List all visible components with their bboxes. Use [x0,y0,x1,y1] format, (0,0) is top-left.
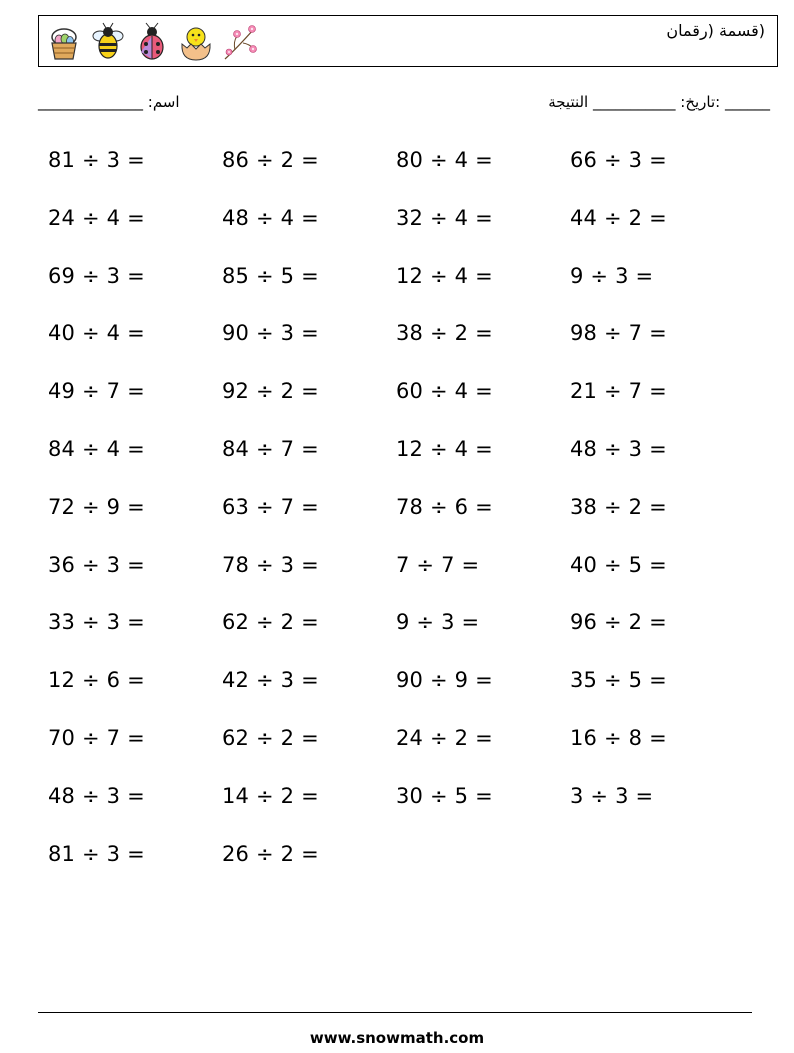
division-problem: 66 ÷ 3 = [570,148,667,172]
division-problem: 9 ÷ 3 = [396,610,480,635]
division-problem: 16 ÷ 8 = [570,726,667,750]
division-problem: 12 ÷ 4 = [396,437,493,461]
division-problem: 42 ÷ 3 = [222,668,319,693]
division-problem: 12 ÷ 6 = [48,668,145,693]
worksheet-title: (قسمة (رقمان [666,21,765,40]
division-problem: 92 ÷ 2 = [222,379,319,404]
division-problem: 40 ÷ 4 = [48,321,145,346]
division-problem: 38 ÷ 2 = [396,321,493,346]
division-problem: 63 ÷ 7 = [222,494,319,519]
division-problem: 33 ÷ 3 = [48,610,145,635]
division-problem: 70 ÷ 7 = [48,726,145,750]
footer-divider [38,1012,752,1013]
division-problem: 49 ÷ 7 = [48,379,145,404]
division-problem: 62 ÷ 2 = [222,726,319,750]
division-problem: 7 ÷ 7 = [396,552,480,577]
division-problem: 30 ÷ 5 = [396,783,493,808]
division-problem: 14 ÷ 2 = [222,783,319,808]
division-problem: 35 ÷ 5 = [570,668,667,693]
division-problem: 3 ÷ 3 = [570,783,654,808]
division-problem: 78 ÷ 6 = [396,494,493,519]
division-problem: 86 ÷ 2 = [222,148,319,172]
division-problem: 98 ÷ 7 = [570,321,667,346]
footer-url: www.snowmath.com [309,1029,485,1047]
division-problem: 81 ÷ 3 = [48,841,145,866]
division-problem: 26 ÷ 2 = [222,841,319,866]
division-problem: 81 ÷ 3 = [48,148,145,172]
division-problem: 90 ÷ 3 = [222,321,319,346]
date-score-field: ______ :تاريخ: ___________ النتيجة [548,93,770,111]
division-problem: 96 ÷ 2 = [570,610,667,635]
division-problem: 24 ÷ 4 = [48,205,145,230]
division-problem: 84 ÷ 4 = [48,437,145,461]
division-problem: 80 ÷ 4 = [396,148,493,172]
division-problem: 38 ÷ 2 = [570,494,667,519]
division-problem: 21 ÷ 7 = [570,379,667,404]
division-problem: 36 ÷ 3 = [48,552,145,577]
division-problem: 48 ÷ 3 = [48,783,145,808]
division-problem: 90 ÷ 9 = [396,668,493,693]
division-problem: 78 ÷ 3 = [222,552,319,577]
division-problem: 32 ÷ 4 = [396,205,493,230]
division-problem: 72 ÷ 9 = [48,494,145,519]
division-problem: 62 ÷ 2 = [222,610,319,635]
division-problem: 24 ÷ 2 = [396,726,493,750]
name-field: اسم: ______________ [38,93,180,111]
division-problem: 69 ÷ 3 = [48,263,145,288]
division-problem: 48 ÷ 3 = [570,437,667,461]
division-problem: 44 ÷ 2 = [570,205,667,230]
division-problem: 60 ÷ 4 = [396,379,493,404]
division-problem: 84 ÷ 7 = [222,437,319,461]
division-problem: 9 ÷ 3 = [570,263,654,288]
division-problem: 48 ÷ 4 = [222,205,319,230]
division-problem: 85 ÷ 5 = [222,263,319,288]
division-problem: 40 ÷ 5 = [570,552,667,577]
division-problem: 12 ÷ 4 = [396,263,493,288]
